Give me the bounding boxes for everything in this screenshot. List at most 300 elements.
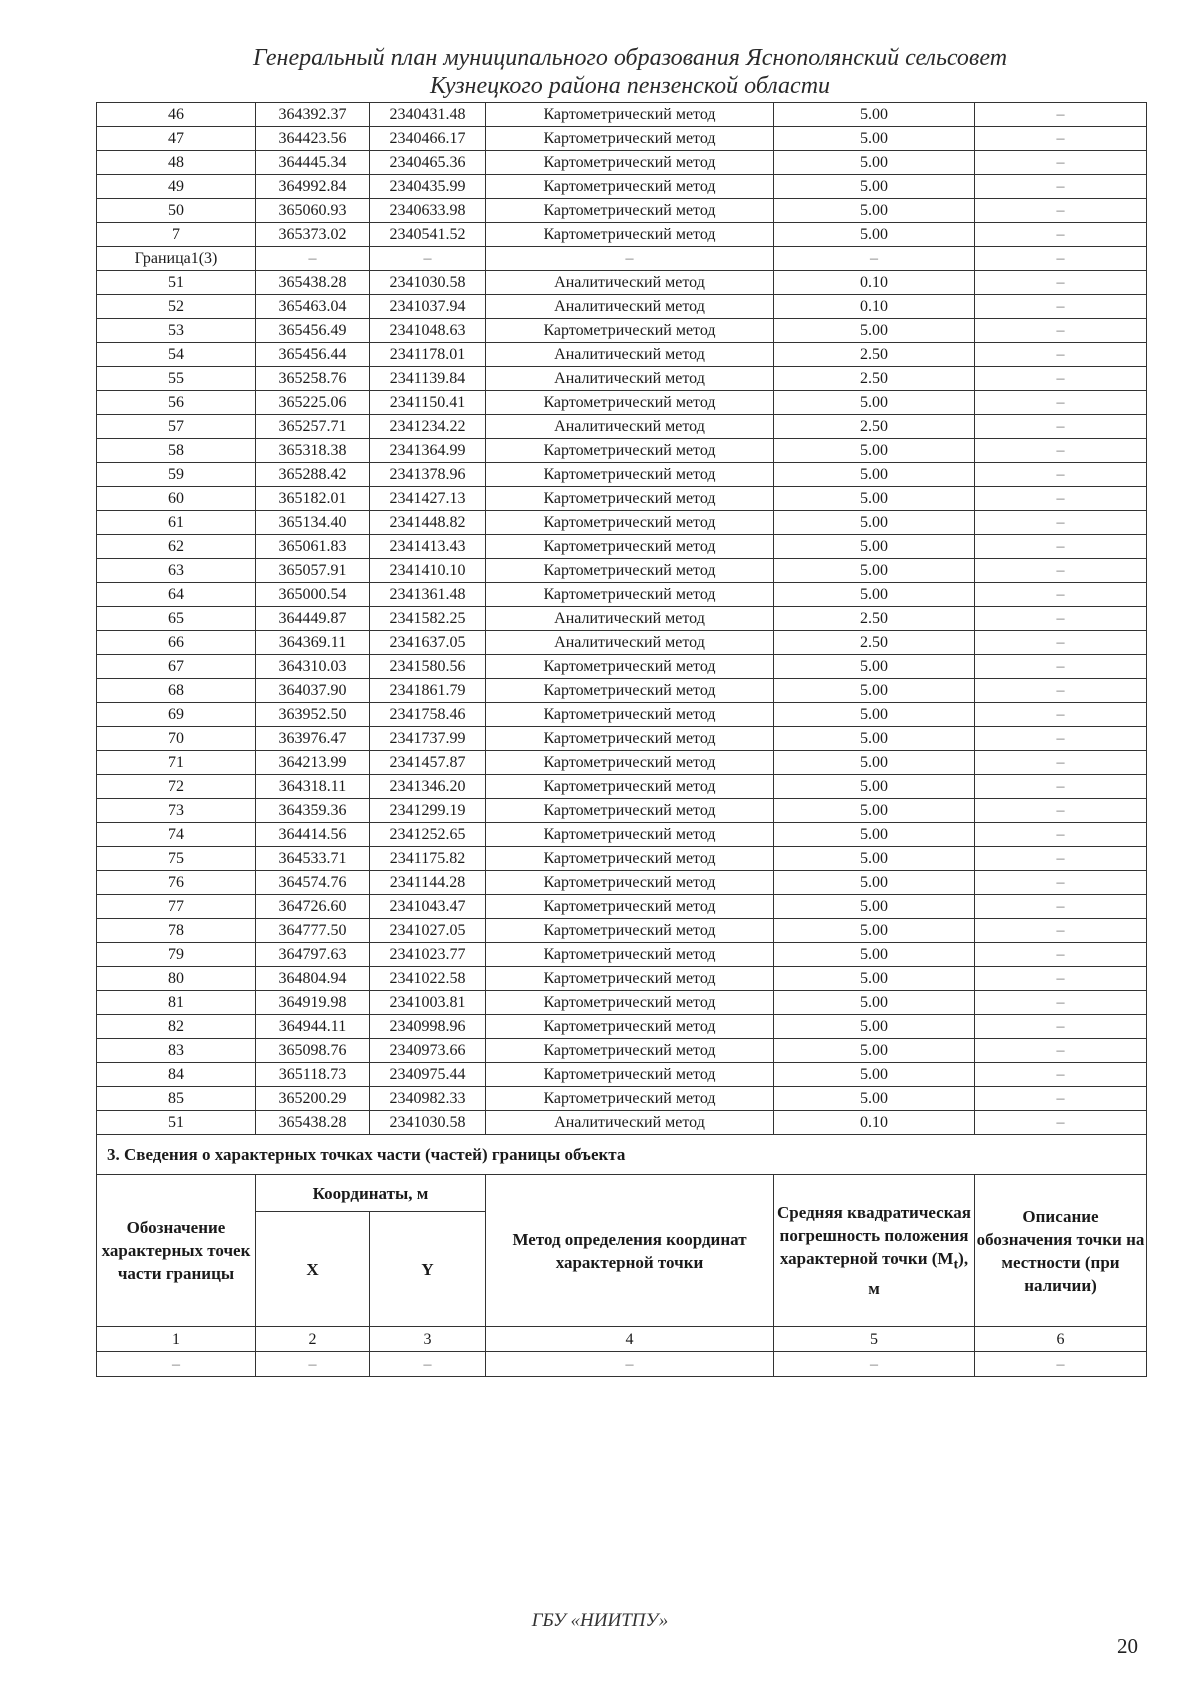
table-row [97, 463, 1147, 487]
point-id-cell: 60 [97, 487, 256, 511]
error-cell: 5.00 [774, 103, 975, 127]
table-row [97, 199, 1147, 223]
x-coordinate-cell: – [256, 247, 370, 271]
error-cell: 2.50 [774, 631, 975, 655]
section-3-title: 3. Сведения о характерных точках части (частей) границы объекта [97, 1135, 1147, 1175]
y-coordinate-cell: 2341582.25 [370, 607, 486, 631]
table-row [97, 151, 1147, 175]
empty-data-row [97, 1352, 1147, 1377]
error-cell: 2.50 [774, 343, 975, 367]
point-id-cell: 56 [97, 391, 256, 415]
coordinates-table [96, 102, 1147, 1377]
error-cell: 5.00 [774, 127, 975, 151]
table-row [97, 415, 1147, 439]
point-id-cell: 80 [97, 967, 256, 991]
error-cell: – [774, 247, 975, 271]
y-coordinate-cell: 2341023.77 [370, 943, 486, 967]
table-row [97, 871, 1147, 895]
description-cell: – [975, 487, 1147, 511]
method-cell: Картометрический метод [486, 127, 774, 151]
description-cell: – [975, 607, 1147, 631]
point-id-cell: 79 [97, 943, 256, 967]
table-row [97, 487, 1147, 511]
method-cell: Аналитический метод [486, 367, 774, 391]
x-coordinate-cell: 365200.29 [256, 1087, 370, 1111]
error-cell: 5.00 [774, 775, 975, 799]
point-id-cell: 85 [97, 1087, 256, 1111]
description-cell: – [975, 223, 1147, 247]
description-cell: – [975, 751, 1147, 775]
description-cell: – [975, 103, 1147, 127]
point-id-cell: 71 [97, 751, 256, 775]
description-cell: – [975, 679, 1147, 703]
point-id-cell: 52 [97, 295, 256, 319]
y-coordinate-cell: 2341037.94 [370, 295, 486, 319]
error-cell: 5.00 [774, 895, 975, 919]
table-row [97, 1015, 1147, 1039]
table-row [97, 607, 1147, 631]
x-coordinate-cell: 365257.71 [256, 415, 370, 439]
x-coordinate-cell: 363952.50 [256, 703, 370, 727]
description-cell: – [975, 1111, 1147, 1135]
table-row [97, 559, 1147, 583]
table-row [97, 439, 1147, 463]
empty-cell: – [256, 1352, 370, 1377]
y-coordinate-cell: 2341448.82 [370, 511, 486, 535]
description-cell: – [975, 511, 1147, 535]
col-header-error [774, 1175, 975, 1327]
empty-cell: – [975, 1352, 1147, 1377]
y-coordinate-cell: 2341027.05 [370, 919, 486, 943]
point-id-cell: 73 [97, 799, 256, 823]
method-cell: Картометрический метод [486, 895, 774, 919]
method-cell: Картометрический метод [486, 1015, 774, 1039]
table-row [97, 679, 1147, 703]
point-id-cell: 48 [97, 151, 256, 175]
y-coordinate-cell: 2341175.82 [370, 847, 486, 871]
y-coordinate-cell: 2341252.65 [370, 823, 486, 847]
table-row [97, 535, 1147, 559]
document-footer: ГБУ «НИИТПУ» [531, 1610, 669, 1631]
y-coordinate-cell: 2340465.36 [370, 151, 486, 175]
error-cell: 5.00 [774, 223, 975, 247]
error-cell: 5.00 [774, 583, 975, 607]
method-cell: Аналитический метод [486, 1111, 774, 1135]
description-cell: – [975, 895, 1147, 919]
y-coordinate-cell: 2340431.48 [370, 103, 486, 127]
method-cell: Картометрический метод [486, 823, 774, 847]
point-id-cell: 72 [97, 775, 256, 799]
point-id-cell: 59 [97, 463, 256, 487]
table-row [97, 799, 1147, 823]
description-cell: – [975, 1039, 1147, 1063]
x-coordinate-cell: 364369.11 [256, 631, 370, 655]
method-cell: Картометрический метод [486, 511, 774, 535]
method-cell: Картометрический метод [486, 943, 774, 967]
col-header-y: Y [370, 1212, 486, 1327]
table-row [97, 103, 1147, 127]
error-cell: 0.10 [774, 295, 975, 319]
method-cell: Картометрический метод [486, 583, 774, 607]
method-cell: Картометрический метод [486, 679, 774, 703]
table-row [97, 1039, 1147, 1063]
point-id-cell: 78 [97, 919, 256, 943]
empty-cell: – [774, 1352, 975, 1377]
error-cell: 0.10 [774, 1111, 975, 1135]
error-cell: 5.00 [774, 919, 975, 943]
point-id-cell: 84 [97, 1063, 256, 1087]
x-coordinate-cell: 365000.54 [256, 583, 370, 607]
x-coordinate-cell: 364213.99 [256, 751, 370, 775]
y-coordinate-cell: 2341346.20 [370, 775, 486, 799]
error-cell: 5.00 [774, 871, 975, 895]
point-id-cell: 76 [97, 871, 256, 895]
method-cell: Картометрический метод [486, 727, 774, 751]
method-cell: Картометрический метод [486, 487, 774, 511]
x-coordinate-cell: 365118.73 [256, 1063, 370, 1087]
y-coordinate-cell: 2341048.63 [370, 319, 486, 343]
x-coordinate-cell: 364423.56 [256, 127, 370, 151]
point-id-cell: 77 [97, 895, 256, 919]
y-coordinate-cell: 2341637.05 [370, 631, 486, 655]
x-coordinate-cell: 364574.76 [256, 871, 370, 895]
x-coordinate-cell: 365318.38 [256, 439, 370, 463]
y-coordinate-cell: 2341361.48 [370, 583, 486, 607]
x-coordinate-cell: 364797.63 [256, 943, 370, 967]
point-id-cell: 55 [97, 367, 256, 391]
description-cell: – [975, 799, 1147, 823]
x-coordinate-cell: 364533.71 [256, 847, 370, 871]
table-row [97, 367, 1147, 391]
error-cell: 5.00 [774, 535, 975, 559]
x-coordinate-cell: 365288.42 [256, 463, 370, 487]
point-id-cell: 58 [97, 439, 256, 463]
empty-cell: – [97, 1352, 256, 1377]
error-cell: 5.00 [774, 199, 975, 223]
empty-cell: – [486, 1352, 774, 1377]
description-cell: – [975, 919, 1147, 943]
x-coordinate-cell: 364449.87 [256, 607, 370, 631]
method-cell: Картометрический метод [486, 535, 774, 559]
point-id-cell: 68 [97, 679, 256, 703]
point-id-cell: Граница1(3) [97, 247, 256, 271]
description-cell: – [975, 943, 1147, 967]
error-cell: 2.50 [774, 367, 975, 391]
error-cell: 5.00 [774, 1087, 975, 1111]
y-coordinate-cell: 2341178.01 [370, 343, 486, 367]
error-cell: 5.00 [774, 991, 975, 1015]
col-header-error-tail: ), м [868, 1249, 969, 1298]
col-header-coords: Координаты, м [256, 1175, 486, 1212]
error-cell: 5.00 [774, 799, 975, 823]
table-row [97, 943, 1147, 967]
col-header-x: X [256, 1212, 370, 1327]
y-coordinate-cell: 2341043.47 [370, 895, 486, 919]
x-coordinate-cell: 365258.76 [256, 367, 370, 391]
method-cell: Картометрический метод [486, 703, 774, 727]
header-line-1: Генеральный план муниципального образования Яснополянский сельсовет [252, 45, 1008, 71]
y-coordinate-cell: 2341737.99 [370, 727, 486, 751]
description-cell: – [975, 391, 1147, 415]
page-number: 20 [1117, 1634, 1138, 1658]
point-id-cell: 66 [97, 631, 256, 655]
error-cell: 2.50 [774, 607, 975, 631]
y-coordinate-cell: 2341003.81 [370, 991, 486, 1015]
point-id-cell: 81 [97, 991, 256, 1015]
point-id-cell: 64 [97, 583, 256, 607]
method-cell: Картометрический метод [486, 655, 774, 679]
table-row [97, 751, 1147, 775]
description-cell: – [975, 175, 1147, 199]
method-cell: – [486, 247, 774, 271]
method-cell: Аналитический метод [486, 631, 774, 655]
x-coordinate-cell: 364310.03 [256, 655, 370, 679]
method-cell: Картометрический метод [486, 199, 774, 223]
x-coordinate-cell: 365438.28 [256, 271, 370, 295]
description-cell: – [975, 535, 1147, 559]
table-row [97, 1111, 1147, 1135]
x-coordinate-cell: 365456.49 [256, 319, 370, 343]
x-coordinate-cell: 364992.84 [256, 175, 370, 199]
x-coordinate-cell: 364392.37 [256, 103, 370, 127]
point-id-cell: 47 [97, 127, 256, 151]
y-coordinate-cell: 2341150.41 [370, 391, 486, 415]
error-cell: 5.00 [774, 751, 975, 775]
table-row [97, 775, 1147, 799]
description-cell: – [975, 439, 1147, 463]
description-cell: – [975, 967, 1147, 991]
method-cell: Картометрический метод [486, 175, 774, 199]
point-id-cell: 74 [97, 823, 256, 847]
error-cell: 5.00 [774, 823, 975, 847]
table-row [97, 511, 1147, 535]
method-cell: Картометрический метод [486, 103, 774, 127]
error-cell: 5.00 [774, 559, 975, 583]
y-coordinate-cell: 2340998.96 [370, 1015, 486, 1039]
y-coordinate-cell: 2341139.84 [370, 367, 486, 391]
point-id-cell: 65 [97, 607, 256, 631]
x-coordinate-cell: 365463.04 [256, 295, 370, 319]
x-coordinate-cell: 364037.90 [256, 679, 370, 703]
description-cell: – [975, 199, 1147, 223]
y-coordinate-cell: 2341022.58 [370, 967, 486, 991]
description-cell: – [975, 703, 1147, 727]
table-row [97, 631, 1147, 655]
method-cell: Картометрический метод [486, 1087, 774, 1111]
column-number: 3 [370, 1327, 486, 1352]
y-coordinate-cell: – [370, 247, 486, 271]
table-row [97, 319, 1147, 343]
description-cell: – [975, 1063, 1147, 1087]
col-header-method: Метод определения координат характерной точки [486, 1175, 774, 1327]
error-cell: 5.00 [774, 943, 975, 967]
method-cell: Аналитический метод [486, 271, 774, 295]
column-numbers-row [97, 1327, 1147, 1352]
y-coordinate-cell: 2341030.58 [370, 1111, 486, 1135]
y-coordinate-cell: 2341299.19 [370, 799, 486, 823]
y-coordinate-cell: 2341030.58 [370, 271, 486, 295]
y-coordinate-cell: 2341378.96 [370, 463, 486, 487]
error-cell: 5.00 [774, 703, 975, 727]
method-cell: Картометрический метод [486, 391, 774, 415]
table-row [97, 295, 1147, 319]
description-cell: – [975, 151, 1147, 175]
point-id-cell: 82 [97, 1015, 256, 1039]
method-cell: Картометрический метод [486, 223, 774, 247]
method-cell: Картометрический метод [486, 919, 774, 943]
method-cell: Картометрический метод [486, 799, 774, 823]
description-cell: – [975, 1087, 1147, 1111]
point-id-cell: 57 [97, 415, 256, 439]
table-row [97, 847, 1147, 871]
error-cell: 5.00 [774, 439, 975, 463]
error-cell: 5.00 [774, 1039, 975, 1063]
error-cell: 2.50 [774, 415, 975, 439]
header-line-2: Кузнецкого района пензенской области [429, 73, 831, 99]
method-cell: Картометрический метод [486, 463, 774, 487]
y-coordinate-cell: 2341410.10 [370, 559, 486, 583]
point-id-cell: 50 [97, 199, 256, 223]
method-cell: Аналитический метод [486, 343, 774, 367]
y-coordinate-cell: 2340633.98 [370, 199, 486, 223]
coordinates-table-body [97, 103, 1147, 1135]
table-row [97, 727, 1147, 751]
x-coordinate-cell: 364445.34 [256, 151, 370, 175]
y-coordinate-cell: 2341364.99 [370, 439, 486, 463]
description-cell: – [975, 1015, 1147, 1039]
x-coordinate-cell: 364414.56 [256, 823, 370, 847]
error-cell: 5.00 [774, 967, 975, 991]
method-cell: Картометрический метод [486, 751, 774, 775]
x-coordinate-cell: 364919.98 [256, 991, 370, 1015]
x-coordinate-cell: 365373.02 [256, 223, 370, 247]
y-coordinate-cell: 2340466.17 [370, 127, 486, 151]
error-cell: 5.00 [774, 151, 975, 175]
table-row [97, 967, 1147, 991]
table-row [97, 583, 1147, 607]
y-coordinate-cell: 2341758.46 [370, 703, 486, 727]
column-number: 1 [97, 1327, 256, 1352]
document-header [0, 44, 1200, 100]
point-id-cell: 63 [97, 559, 256, 583]
method-cell: Аналитический метод [486, 295, 774, 319]
x-coordinate-cell: 365438.28 [256, 1111, 370, 1135]
method-cell: Картометрический метод [486, 967, 774, 991]
column-number: 5 [774, 1327, 975, 1352]
point-id-cell: 51 [97, 1111, 256, 1135]
error-cell: 0.10 [774, 271, 975, 295]
table-row [97, 175, 1147, 199]
description-cell: – [975, 823, 1147, 847]
section-3 [97, 1135, 1147, 1377]
x-coordinate-cell: 365134.40 [256, 511, 370, 535]
x-coordinate-cell: 365456.44 [256, 343, 370, 367]
x-coordinate-cell: 365061.83 [256, 535, 370, 559]
method-cell: Картометрический метод [486, 151, 774, 175]
error-cell: 5.00 [774, 175, 975, 199]
method-cell: Картометрический метод [486, 559, 774, 583]
col-header-point: Обозначение характерных точек части границы [97, 1175, 256, 1327]
col-header-error-text: Средняя квадратическая погрешность положения характерной точки (M [777, 1203, 971, 1269]
method-cell: Аналитический метод [486, 607, 774, 631]
x-coordinate-cell: 365098.76 [256, 1039, 370, 1063]
y-coordinate-cell: 2340541.52 [370, 223, 486, 247]
table-row [97, 655, 1147, 679]
error-cell: 5.00 [774, 511, 975, 535]
error-cell: 5.00 [774, 391, 975, 415]
x-coordinate-cell: 365057.91 [256, 559, 370, 583]
description-cell: – [975, 775, 1147, 799]
error-cell: 5.00 [774, 487, 975, 511]
x-coordinate-cell: 364944.11 [256, 1015, 370, 1039]
table-row [97, 247, 1147, 271]
point-id-cell: 75 [97, 847, 256, 871]
col-header-error-sub: t [953, 1256, 959, 1273]
x-coordinate-cell: 364777.50 [256, 919, 370, 943]
x-coordinate-cell: 365060.93 [256, 199, 370, 223]
y-coordinate-cell: 2341580.56 [370, 655, 486, 679]
description-cell: – [975, 847, 1147, 871]
column-number: 6 [975, 1327, 1147, 1352]
table-row [97, 223, 1147, 247]
description-cell: – [975, 367, 1147, 391]
description-cell: – [975, 871, 1147, 895]
table-row [97, 823, 1147, 847]
error-cell: 5.00 [774, 655, 975, 679]
table-row [97, 895, 1147, 919]
x-coordinate-cell: 363976.47 [256, 727, 370, 751]
method-cell: Картометрический метод [486, 1039, 774, 1063]
y-coordinate-cell: 2340435.99 [370, 175, 486, 199]
column-number: 2 [256, 1327, 370, 1352]
description-cell: – [975, 271, 1147, 295]
y-coordinate-cell: 2341427.13 [370, 487, 486, 511]
description-cell: – [975, 559, 1147, 583]
error-cell: 5.00 [774, 847, 975, 871]
point-id-cell: 67 [97, 655, 256, 679]
point-id-cell: 53 [97, 319, 256, 343]
error-cell: 5.00 [774, 319, 975, 343]
table-row [97, 919, 1147, 943]
point-id-cell: 7 [97, 223, 256, 247]
x-coordinate-cell: 365182.01 [256, 487, 370, 511]
method-cell: Картометрический метод [486, 439, 774, 463]
point-id-cell: 69 [97, 703, 256, 727]
description-cell: – [975, 583, 1147, 607]
y-coordinate-cell: 2340975.44 [370, 1063, 486, 1087]
description-cell: – [975, 343, 1147, 367]
y-coordinate-cell: 2341861.79 [370, 679, 486, 703]
error-cell: 5.00 [774, 1063, 975, 1087]
y-coordinate-cell: 2340973.66 [370, 1039, 486, 1063]
description-cell: – [975, 319, 1147, 343]
method-cell: Аналитический метод [486, 415, 774, 439]
table-row [97, 391, 1147, 415]
table-row [97, 991, 1147, 1015]
description-cell: – [975, 415, 1147, 439]
description-cell: – [975, 727, 1147, 751]
table-row [97, 343, 1147, 367]
description-cell: – [975, 463, 1147, 487]
point-id-cell: 62 [97, 535, 256, 559]
description-cell: – [975, 631, 1147, 655]
x-coordinate-cell: 364726.60 [256, 895, 370, 919]
point-id-cell: 51 [97, 271, 256, 295]
table-row [97, 127, 1147, 151]
x-coordinate-cell: 364359.36 [256, 799, 370, 823]
error-cell: 5.00 [774, 1015, 975, 1039]
description-cell: – [975, 991, 1147, 1015]
